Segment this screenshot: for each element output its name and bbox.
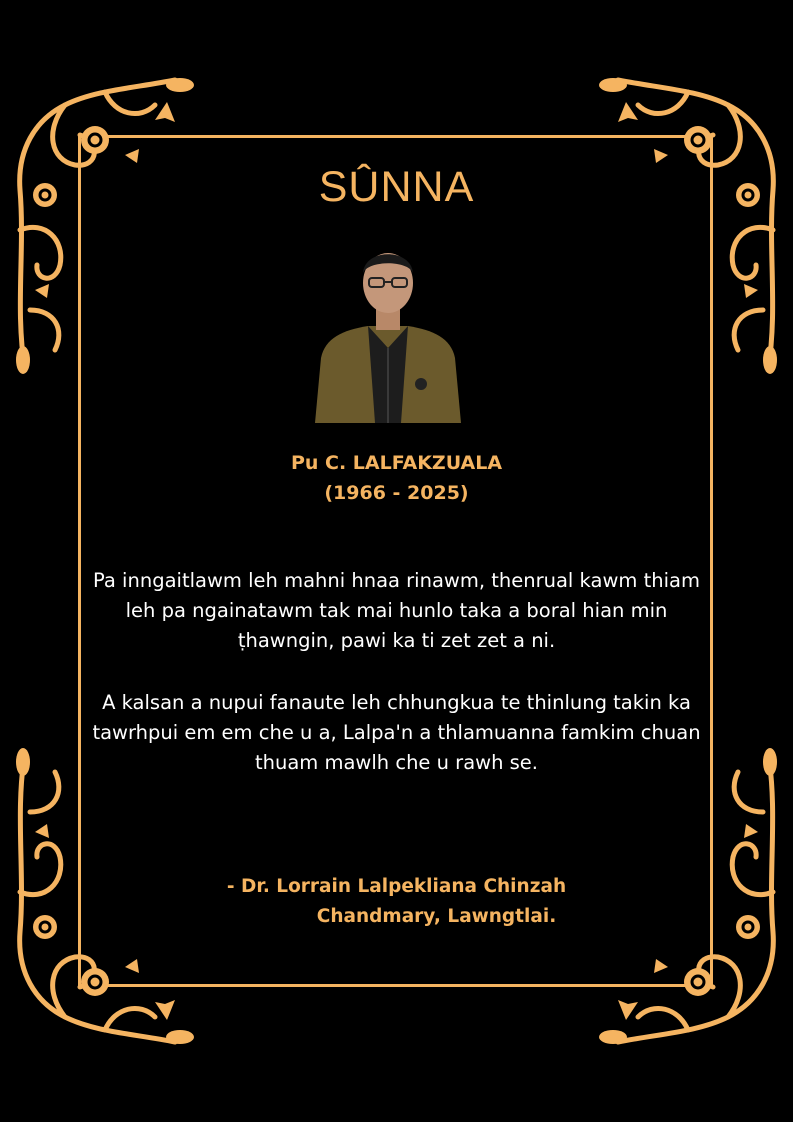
condolence-paragraph-1: Pa inngaitlawm leh mahni hnaa rinawm, thenrual kawm thiam leh pa ngainatawm tak mai hunlo taka a boral hian min ṭhawngin, pawi ka ti zet zet a ni. (93, 569, 700, 652)
signature-author: - Dr. Lorrain Lalpekliana Chinzah (226, 876, 567, 897)
condolence-paragraph-2: A kalsan a nupui fanaute leh chhungkua te thinlung takin ka tawrhpui em em che u a, Lalpa'n a thlamuanna famkim chuan thuam mawlh che u rawh se. (92, 691, 701, 774)
page-title: SÛNNA (318, 163, 475, 211)
signature-block (0, 872, 793, 932)
deceased-name-block (0, 448, 793, 508)
floral-ornament-icon (5, 60, 205, 390)
signature-place: Chandmary, Lawngtlai. (316, 906, 557, 927)
portrait-photo (313, 238, 463, 423)
deceased-years: (1966 - 2025) (324, 482, 469, 504)
deceased-name: Pu C. LALFAKZUALA (290, 452, 503, 474)
floral-ornament-icon (588, 60, 788, 390)
